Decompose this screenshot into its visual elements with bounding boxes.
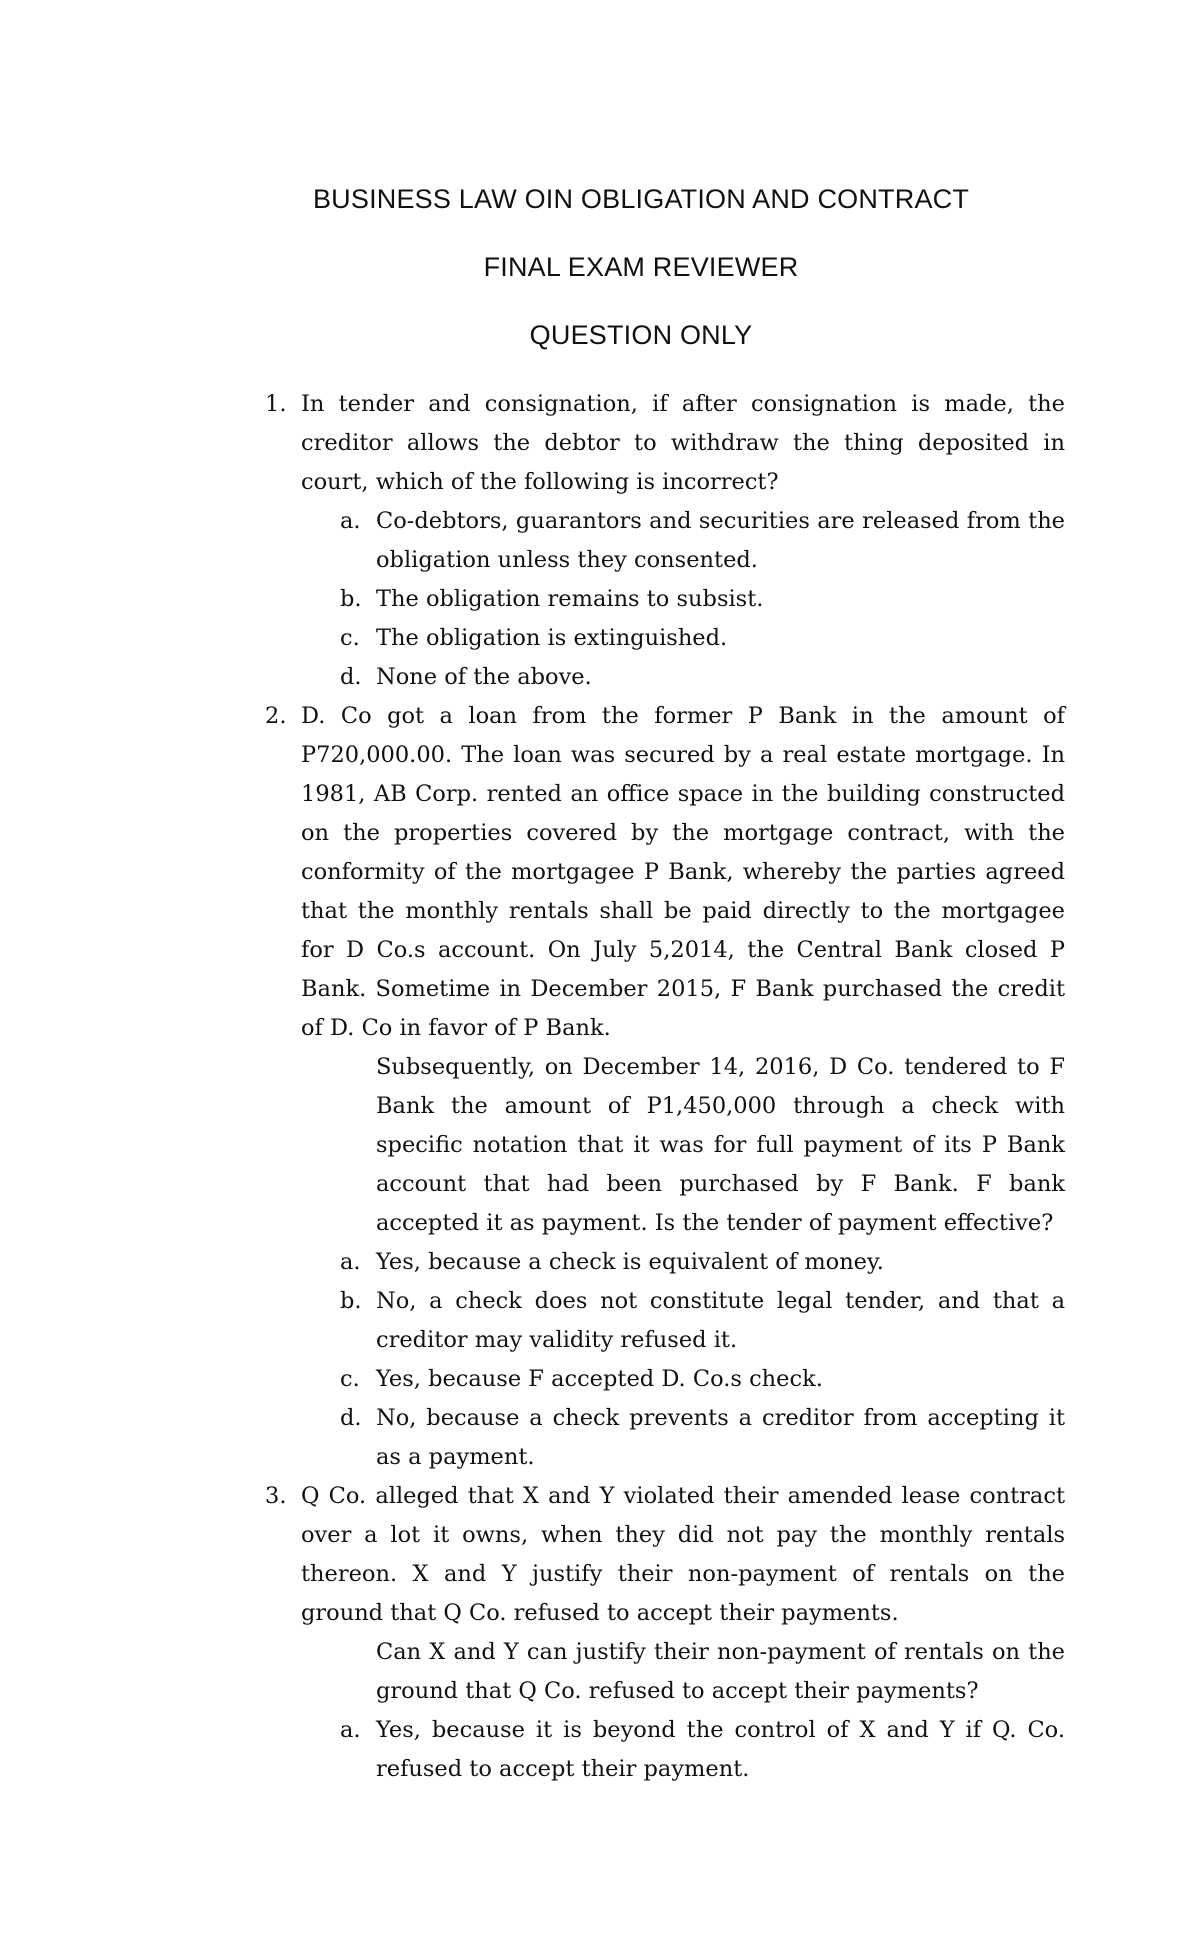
option-letter: b. [340, 1288, 362, 1314]
question-text: Q Co. alleged that X and Y violated their amended lease contract over a lot it owns, when they did not pay the monthly rentals thereon. X and Y justify their non-payment of rentals on the ground that Q Co. refused to accept their payments. [301, 1483, 1065, 1626]
option-text: The obligation remains to subsist. [376, 586, 764, 612]
answer-option [301, 580, 1065, 619]
document-note: QUESTION ONLY [529, 320, 753, 350]
option-letter: d. [340, 664, 362, 690]
answer-option [301, 1360, 1065, 1399]
option-text: Yes, because a check is equivalent of money. [376, 1249, 884, 1275]
option-letter: a. [340, 1249, 361, 1275]
question-text: D. Co got a loan from the former P Bank in the amount of P720,000.00. The loan was secured by a real estate mortgage. In 1981, AB Corp. rented an office space in the building constructed on the properties covered by the mortgage contract, with the conformity of the mortgagee P Bank, whereby the parties agreed that the monthly rentals shall be paid directly to the mortgagee for D Co.s account. On July 5,2014, the Central Bank closed P Bank. Sometime in December 2015, F Bank purchased the credit of D. Co in favor of P Bank. [301, 703, 1065, 1041]
answer-option [301, 1711, 1065, 1789]
option-letter: a. [340, 508, 361, 534]
answer-option [301, 1282, 1065, 1360]
option-letter: a. [340, 1717, 361, 1743]
answer-option [301, 619, 1065, 658]
option-letter: c. [340, 625, 360, 651]
option-text: Co-debtors, guarantors and securities are released from the obligation unless they consented. [376, 508, 1065, 573]
answer-option [301, 658, 1065, 697]
question-3 [265, 1477, 1065, 1789]
option-text: Yes, because it is beyond the control of X and Y if Q. Co. refused to accept their payment. [376, 1717, 1065, 1782]
question-number: 1. [265, 391, 287, 417]
question-text-continued: Can X and Y can justify their non-payment of rentals on the ground that Q Co. refused to accept their payments? [376, 1639, 1065, 1704]
option-text: The obligation is extinguished. [376, 625, 728, 651]
question-number: 2. [265, 703, 287, 729]
option-letter: d. [340, 1405, 362, 1431]
answer-options [301, 502, 1065, 697]
question-2 [265, 697, 1065, 1477]
option-text: No, a check does not constitute legal tender, and that a creditor may validity refused it. [376, 1288, 1065, 1353]
question-text-continued: Subsequently, on December 14, 2016, D Co. tendered to F Bank the amount of P1,450,000 through a check with specific notation that it was for full payment of its P Bank account that had been purchased by F Bank. F bank accepted it as payment. Is the tender of payment effective? [376, 1054, 1065, 1236]
document-title: BUSINESS LAW OIN OBLIGATION AND CONTRACT [312, 184, 970, 214]
question-list [265, 385, 1065, 1789]
option-text: Yes, because F accepted D. Co.s check. [376, 1366, 823, 1392]
question-text: In tender and consignation, if after consignation is made, the creditor allows the debtor to withdraw the thing deposited in court, which of the following is incorrect? [301, 391, 1065, 495]
answer-option [301, 1399, 1065, 1477]
answer-options [301, 1711, 1065, 1789]
document-subtitle: FINAL EXAM REVIEWER [483, 252, 799, 282]
answer-option [301, 502, 1065, 580]
answer-option [301, 1243, 1065, 1282]
option-letter: c. [340, 1366, 360, 1392]
option-letter: b. [340, 586, 362, 612]
question-number: 3. [265, 1483, 287, 1509]
option-text: None of the above. [376, 664, 592, 690]
option-text: No, because a check prevents a creditor from accepting it as a payment. [376, 1405, 1065, 1470]
question-1 [265, 385, 1065, 697]
answer-options [301, 1243, 1065, 1477]
